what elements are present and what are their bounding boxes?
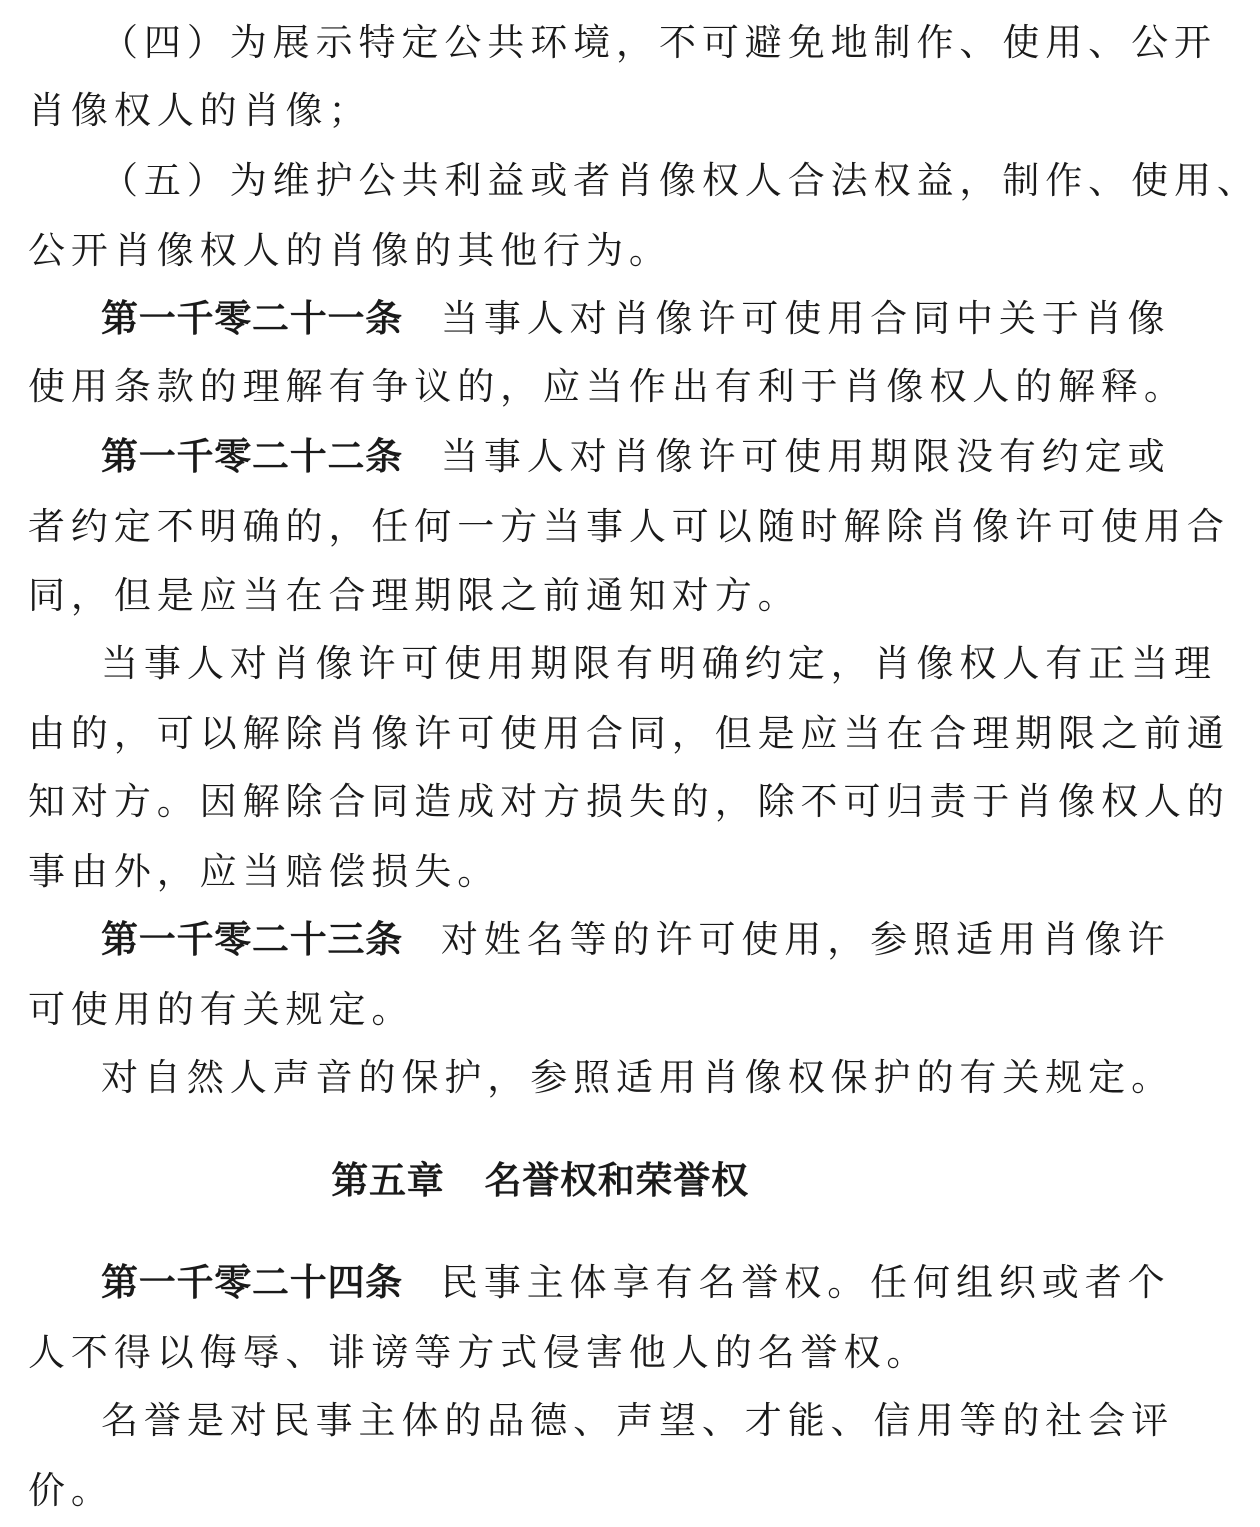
- article-text: 当事人对肖像许可使用合同中关于肖像: [440, 297, 1171, 340]
- text-line: 使用条款的理解有争议的，应当作出有利于肖像权人的解释。: [28, 365, 1187, 408]
- article-number: 第一千零二十一条: [101, 297, 403, 340]
- article-text: 对姓名等的许可使用，参照适用肖像许: [440, 918, 1171, 961]
- chapter-heading: [0, 1152, 1080, 1210]
- text-line: 名誉是对民事主体的品德、声望、才能、信用等的社会评: [101, 1399, 1174, 1442]
- article-text: 民事主体享有名誉权。任何组织或者个: [440, 1261, 1171, 1304]
- article-text: 当事人对肖像许可使用期限没有约定或: [440, 435, 1171, 478]
- article-number: 第一千零二十四条: [101, 1261, 403, 1304]
- article-1021: [101, 290, 1171, 348]
- article-number: 第一千零二十二条: [101, 435, 403, 478]
- text-line: 公开肖像权人的肖像的其他行为。: [28, 229, 672, 272]
- article-1023: [101, 911, 1171, 969]
- text-line: 知对方。因解除合同造成对方损失的，除不可归责于肖像权人的: [28, 780, 1230, 823]
- article-number: 第一千零二十三条: [101, 918, 403, 961]
- article-1024: [101, 1254, 1171, 1312]
- text-line: 人不得以侮辱、诽谤等方式侵害他人的名誉权。: [28, 1331, 930, 1374]
- text-line: 可使用的有关规定。: [28, 988, 415, 1031]
- text-line: 肖像权人的肖像；: [28, 89, 372, 132]
- chapter-number: 第五章: [331, 1159, 445, 1202]
- text-line: （四）为展示特定公共环境，不可避免地制作、使用、公开: [101, 21, 1217, 64]
- text-line: 者约定不明确的，任何一方当事人可以随时解除肖像许可使用合: [28, 505, 1230, 548]
- chapter-title: 名誉权和荣誉权: [484, 1159, 749, 1202]
- text-line: 对自然人声音的保护，参照适用肖像权保护的有关规定。: [101, 1056, 1174, 1099]
- text-line: 价。: [28, 1469, 114, 1512]
- text-line: 由的，可以解除肖像许可使用合同，但是应当在合理期限之前通: [28, 712, 1230, 755]
- text-line: 事由外，应当赔偿损失。: [28, 850, 501, 893]
- text-line: （五）为维护公共利益或者肖像权人合法权益，制作、使用、: [101, 159, 1260, 202]
- text-line: 当事人对肖像许可使用期限有明确约定，肖像权人有正当理: [101, 642, 1217, 685]
- text-line: 同，但是应当在合理期限之前通知对方。: [28, 574, 801, 617]
- article-1022: [101, 428, 1171, 486]
